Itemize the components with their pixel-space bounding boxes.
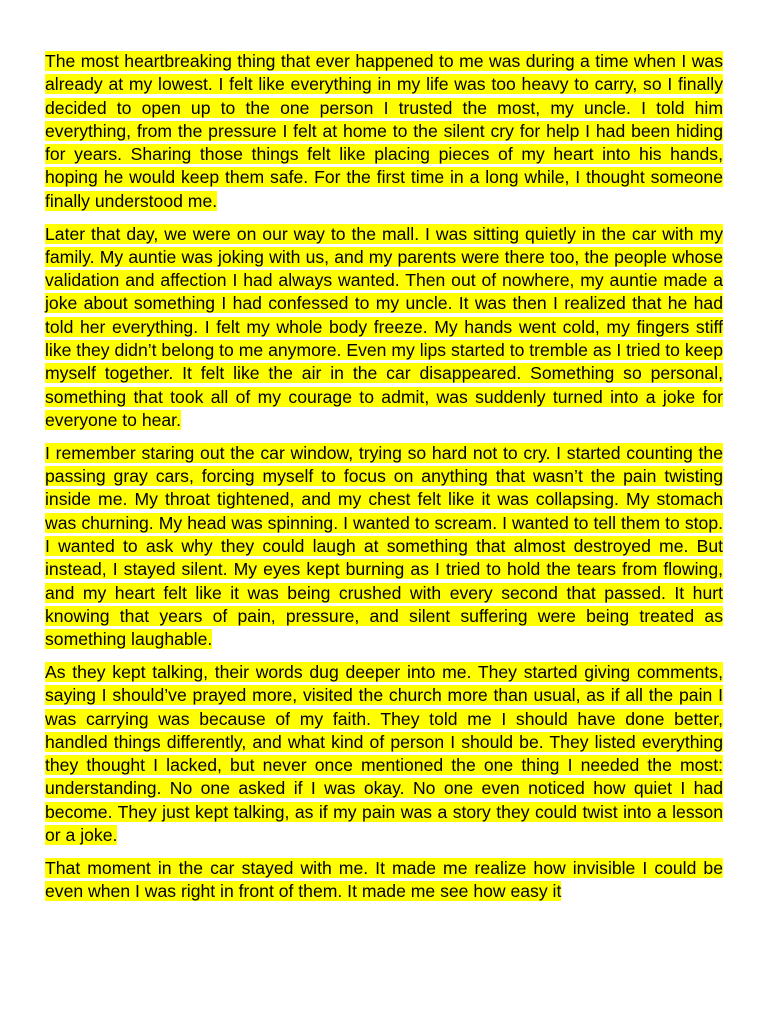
paragraph-5 <box>45 857 723 904</box>
highlighted-text: The most heartbreaking thing that ever happened to me was during a time when I was already at my lowest. I felt like everything in my life was too heavy to carry, so I finally decided to open up to the one person I trusted the most, my uncle. I told him everything, from the pressure I felt at home to the silent cry for help I had been hiding for years. Sharing those things felt like placing pieces of my heart into his hands, hoping he would keep them safe. For the first time in a long while, I thought someone finally understood me. <box>45 51 723 211</box>
paragraph-4 <box>45 661 723 847</box>
paragraph-1 <box>45 50 723 213</box>
highlighted-text: I remember staring out the car window, trying so hard not to cry. I started counting the passing gray cars, forcing myself to focus on anything that wasn’t the pain twisting inside me. My throat tightened, and my chest felt like it was collapsing. My stomach was churning. My head was spinning. I wanted to scream. I wanted to tell them to stop. I wanted to ask why they could laugh at something that almost destroyed me. But instead, I stayed silent. My eyes kept burning as I tried to hold the tears from flowing, and my heart felt like it was being crushed with every second that passed. It hurt knowing that years of pain, pressure, and silent suffering were being treated as something laughable. <box>45 442 723 650</box>
highlighted-text: As they kept talking, their words dug deeper into me. They started giving comments, saying I should’ve prayed more, visited the church more than usual, as if all the pain I was carrying was because of my faith. They told me I should have done better, handled things differently, and what kind of person I should be. They listed everything they thought I lacked, but never once mentioned the one thing I needed the most: understanding. No one asked if I was okay. No one even noticed how quiet I had become. They just kept talking, as if my pain was a story they could twist into a lesson or a joke. <box>45 661 723 845</box>
document-page <box>45 50 723 913</box>
highlighted-text: Later that day, we were on our way to the mall. I was sitting quietly in the car with my family. My auntie was joking with us, and my parents were there too, the people whose validation and affection I had always wanted. Then out of nowhere, my auntie made a joke about something I had confessed to my uncle. It was then I realized that he had told her everything. I felt my whole body freeze. My hands went cold, my fingers stiff like they didn’t belong to me anymore. Even my lips started to tremble as I tried to keep myself together. It felt like the air in the car disappeared. Something so personal, something that took all of my courage to admit, was suddenly turned into a joke for everyone to hear. <box>45 223 723 430</box>
paragraph-3 <box>45 442 723 652</box>
paragraph-2 <box>45 223 723 433</box>
highlighted-text: That moment in the car stayed with me. It made me realize how invisible I could be even when I was right in front of them. It made me see how easy it <box>45 857 723 902</box>
